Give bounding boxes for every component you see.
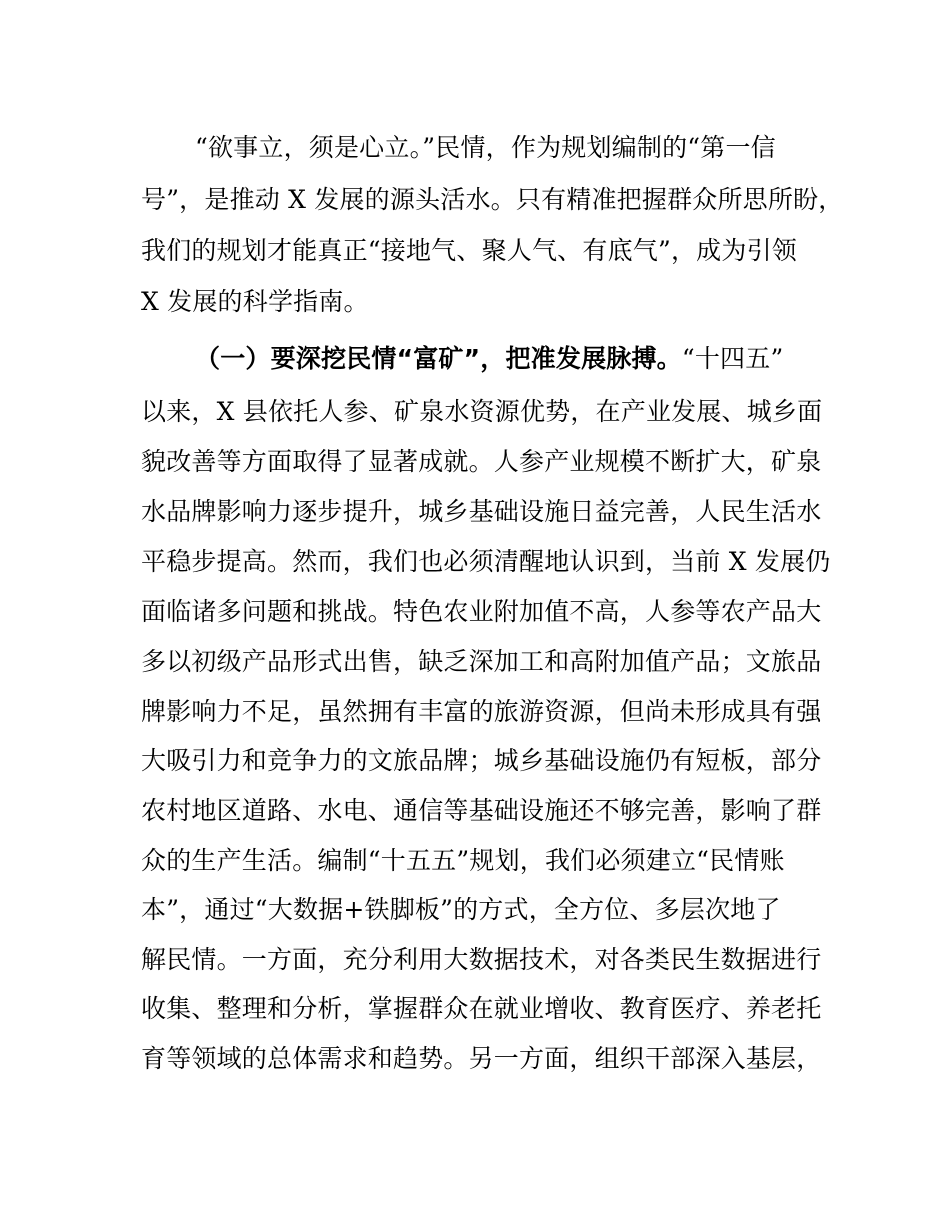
p2-line-8: 牌影响力不足，虽然拥有丰富的旅游资源，但尚未形成具有强 [141,697,822,726]
p2-line-5: 平稳步提高。然而，我们也必须清醒地认识到，当前 X 发展仍 [141,547,831,576]
p1-line-4: X 发展的科学指南。 [141,287,369,316]
p2-line-15: 育等领域的总体需求和趋势。另一方面，组织干部深入基层， [141,1044,822,1073]
p2-line-7: 多以初级产品形式出售，缺乏深加工和高附加值产品；文旅品 [141,647,822,676]
p2-line-9: 大吸引力和竞争力的文旅品牌；城乡基础设施仍有短板，部分 [141,746,822,775]
p1-line-2: 号”，是推动 X 发展的源头活水。只有精准把握群众所思所盼， [141,185,844,214]
p2-line-2: 以来，X 县依托人参、矿泉水资源优势，在产业发展、城乡面 [141,397,823,426]
p2-line-6: 面临诸多问题和挑战。特色农业附加值不高，人参等农产品大 [141,597,822,626]
p2-line-14: 收集、整理和分析，掌握群众在就业增收、教育医疗、养老托 [141,994,822,1023]
p2-line-3: 貌改善等方面取得了显著成就。人参产业规模不断扩大，矿泉 [141,447,822,476]
p2-line-13: 解民情。一方面，充分利用大数据技术，对各类民生数据进行 [141,945,822,974]
p2-line-10: 农村地区道路、水电、通信等基础设施还不够完善，影响了群 [141,796,822,825]
p2-line-4: 水品牌影响力逐步提升，城乡基础设施日益完善，人民生活水 [141,497,822,526]
p2-first-line [195,343,783,375]
section-heading: （一）要深挖民情“富矿”，把准发展脉搏。 [195,344,682,373]
section-heading-tail: “十四五” [681,344,784,373]
p1-line-3: 我们的规划才能真正“接地气、聚人气、有底气”，成为引领 [141,236,797,265]
p2-line-11: 众的生产生活。编制“十五五”规划，我们必须建立“民情账 [141,846,785,875]
p2-line-12: 本”，通过“大数据+铁脚板”的方式，全方位、多层次地了 [141,895,781,924]
p1-line-1: “欲事立，须是心立。”民情，作为规划编制的“第一信 [195,133,776,162]
